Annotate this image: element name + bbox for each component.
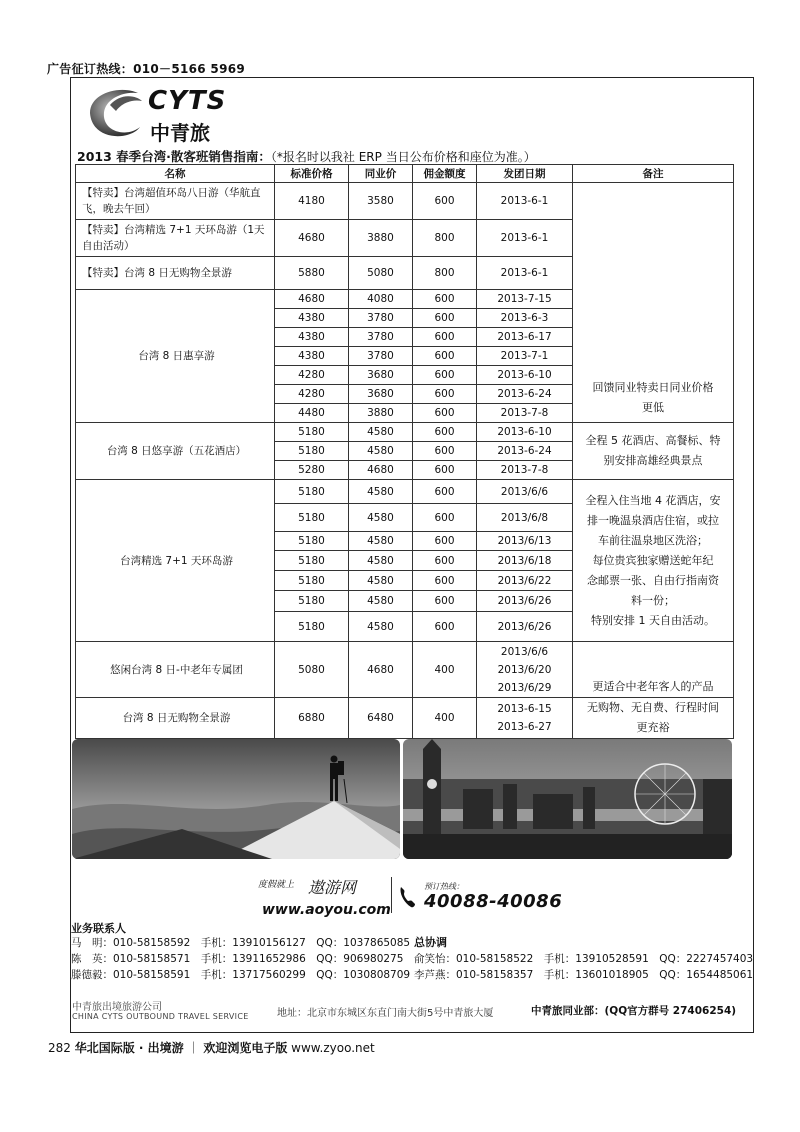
ad-title-note: （*报名时以我社 ERP 当日公布价格和座位为准。） [270,150,536,164]
remark-line: 无购物、无自费、行程时间 [587,701,719,714]
commission: 600 [413,532,477,551]
trade-price: 4580 [349,504,413,532]
booking-hotline: 40088-40086 [424,891,563,912]
contact-person: 陈 英：010-58158571 手机：13911652986 QQ：906980275 [71,953,404,965]
commission: 600 [413,183,477,220]
table-row [76,480,734,504]
departure-date: 2013-6-3 [477,309,573,328]
promo: 欢迎浏览电子版 [203,1041,288,1055]
brand-name-en: CYTS [148,86,227,116]
standard-price: 4380 [275,347,349,366]
departure-date: 2013-6-10 [477,423,573,442]
standard-price: 5180 [275,442,349,461]
edition: 华北国际版 · 出境游 [74,1041,184,1055]
trade-price: 4580 [349,591,413,612]
phone-icon [397,884,419,910]
contact-person: 马 明：010-58158592 手机：13910156127 QQ：1037865085 [71,937,411,949]
standard-price: 4680 [275,220,349,257]
tour-name: 【特卖】台湾精选 7+1 天环岛游（1天自由活动） [76,220,275,257]
header-departure-date: 发团日期 [477,165,573,183]
standard-price: 4280 [275,385,349,404]
commission: 600 [413,504,477,532]
standard-price: 4280 [275,366,349,385]
commission: 600 [413,591,477,612]
standard-price: 6880 [275,698,349,739]
remark-line: 车前往温泉地区洗浴； [598,533,708,547]
header-trade-price: 同业价 [349,165,413,183]
departure-date: 2013/6/26 [477,591,573,612]
trade-price: 3780 [349,328,413,347]
trade-price: 4580 [349,532,413,551]
header-commission: 佣金额度 [413,165,477,183]
table-row [76,642,734,698]
trade-price: 3680 [349,385,413,404]
commission: 400 [413,698,477,739]
standard-price: 5180 [275,532,349,551]
desert-hiker-photo [72,739,400,859]
commission: 600 [413,366,477,385]
trade-price: 3780 [349,309,413,328]
tour-name: 悠闲台湾 8 日-中老年专属团 [76,642,275,698]
table-header-row [76,165,734,183]
commission: 800 [413,220,477,257]
header-standard-price: 标准价格 [275,165,349,183]
departure-date: 2013/6/26 [477,612,573,642]
departure-date: 2013/6/20 [497,663,552,676]
company-name-cn: 中青旅出境旅游公司 [72,1002,162,1013]
departure-date: 2013/6/13 [477,532,573,551]
coordinator-person: 李芦燕：010-58158357 手机：13601018905 QQ：1654485061 [414,969,754,981]
departure-date: 2013-6-24 [477,385,573,404]
company-name-en: CHINA CYTS OUTBOUND TRAVEL SERVICE [72,1012,249,1021]
header-remarks: 备注 [573,165,734,183]
city-skyline-photo [403,739,732,859]
trade-price: 3680 [349,366,413,385]
trade-price: 6480 [349,698,413,739]
tour-name: 台湾精选 7+1 天环岛游 [76,480,275,642]
tour-name: 【特卖】台湾 8 日无购物全景游 [76,257,275,290]
trade-price: 4580 [349,423,413,442]
departure-date: 2013-6-1 [477,257,573,290]
remark-line: 料一份； [631,593,675,607]
ad-title-main: 2013 春季台湾·散客班销售指南： [77,149,271,164]
brand-name-cn: 中青旅 [150,121,210,145]
departure-date: 2013-6-27 [497,721,552,733]
standard-price: 5180 [275,591,349,612]
tour-name: 台湾 8 日悠享游（五花酒店） [76,423,275,480]
footer-url: www.zyoo.net [291,1041,375,1055]
trade-price: 4580 [349,612,413,642]
trade-price: 3780 [349,347,413,366]
departure-dates [477,698,573,739]
qq-group: 中青旅同业部：(QQ官方群号 27406254) [531,1005,737,1017]
departure-date: 2013-6-15 [497,703,552,715]
commission: 600 [413,461,477,480]
commission: 600 [413,551,477,571]
commission: 800 [413,257,477,290]
trade-price: 5080 [349,257,413,290]
standard-price: 4180 [275,183,349,220]
remark-line: 更低 [642,401,664,414]
commission: 600 [413,442,477,461]
departure-date: 2013-6-1 [477,183,573,220]
tour-name: 【特卖】台湾超值环岛八日游（华航直飞，晚去午回） [76,183,275,220]
departure-dates [477,642,573,698]
departure-date: 2013-7-15 [477,290,573,309]
remark-first [573,183,734,423]
departure-date: 2013/6/29 [497,681,552,694]
ad-hotline: 广告征订热线：010－5166 5969 [47,62,246,76]
commission: 400 [413,642,477,698]
remark-line: 每位贵宾独家赠送蛇年纪 [592,553,714,567]
commission: 600 [413,423,477,442]
coordinator-title: 总协调 [414,936,447,949]
commission: 600 [413,480,477,504]
footer-separator: ｜ [187,1041,200,1055]
commission: 600 [413,328,477,347]
standard-price: 4480 [275,404,349,423]
departure-date: 2013-6-10 [477,366,573,385]
contact-person: 滕德毅：010-58158591 手机：13717560299 QQ：1030808709 [71,969,411,981]
remark-line: 别安排高雄经典景点 [603,454,703,467]
remark-noshop [573,698,734,739]
trade-price: 4580 [349,480,413,504]
page-footer [48,1039,375,1056]
trade-price: 4080 [349,290,413,309]
departure-date: 2013-6-24 [477,442,573,461]
trade-price: 4680 [349,642,413,698]
remark-line: 念邮票一张、自由行指南资 [587,573,719,587]
remark-line: 全程入住当地 4 花酒店，安 [585,493,721,507]
header-name: 名称 [76,165,275,183]
standard-price: 4380 [275,328,349,347]
trade-price: 3580 [349,183,413,220]
commission: 600 [413,309,477,328]
trade-price: 3880 [349,220,413,257]
booking-site: www.aoyou.com [262,902,391,918]
standard-price: 4680 [275,290,349,309]
standard-price: 5180 [275,612,349,642]
departure-date: 2013-7-1 [477,347,573,366]
remark-youxiang [573,423,734,480]
commission: 600 [413,290,477,309]
departure-date: 2013/6/6 [477,480,573,504]
departure-date: 2013-7-8 [477,461,573,480]
coordinator-person: 俞笑怡：010-58158522 手机：13910528591 QQ：2227457403 [414,953,754,965]
departure-date: 2013/6/6 [500,645,549,658]
departure-date: 2013-7-8 [477,404,573,423]
commission: 600 [413,571,477,591]
remark-senior: 更适合中老年客人的产品 [573,642,734,698]
booking-hotline-label: 预订热线： [424,882,464,891]
trade-price: 4580 [349,442,413,461]
ad-title [77,147,536,165]
trade-price: 4580 [349,571,413,591]
standard-price: 5180 [275,423,349,442]
table-row [76,698,734,739]
tour-name: 台湾 8 日惠享游 [76,290,275,423]
remark-line: 特别安排 1 天自由活动。 [591,613,715,627]
standard-price: 5180 [275,551,349,571]
commission: 600 [413,385,477,404]
commission: 600 [413,347,477,366]
standard-price: 5080 [275,642,349,698]
departure-date: 2013-6-17 [477,328,573,347]
standard-price: 5180 [275,504,349,532]
table-row [76,183,734,220]
booking-divider [391,877,392,913]
remark-line: 全程 5 花酒店、高餐标、特 [585,434,721,447]
tour-name: 台湾 8 日无购物全景游 [76,698,275,739]
table-row [76,423,734,442]
trade-price: 3880 [349,404,413,423]
commission: 600 [413,404,477,423]
booking-brand: 遨游网 [308,878,357,897]
departure-date: 2013/6/18 [477,551,573,571]
remark-line: 更充裕 [636,721,670,734]
standard-price: 5880 [275,257,349,290]
departure-date: 2013-6-1 [477,220,573,257]
standard-price: 5180 [275,571,349,591]
remark-jingxuan [573,480,734,642]
commission: 600 [413,612,477,642]
booking-label: 度假就上 [258,880,295,890]
departure-date: 2013/6/8 [477,504,573,532]
standard-price: 5280 [275,461,349,480]
departure-date: 2013/6/22 [477,571,573,591]
page-number: 282 [48,1041,71,1055]
standard-price: 4380 [275,309,349,328]
price-table [75,164,734,739]
company-address: 地址：北京市东城区东直门南大街5号中青旅大厦 [277,1008,494,1019]
contacts-title: 业务联系人 [71,922,126,935]
trade-price: 4580 [349,551,413,571]
standard-price: 5180 [275,480,349,504]
remark-line: 排一晚温泉酒店住宿，或拉 [587,513,719,527]
trade-price: 4680 [349,461,413,480]
remark-line: 回馈同业特卖日同业价格 [592,381,714,394]
